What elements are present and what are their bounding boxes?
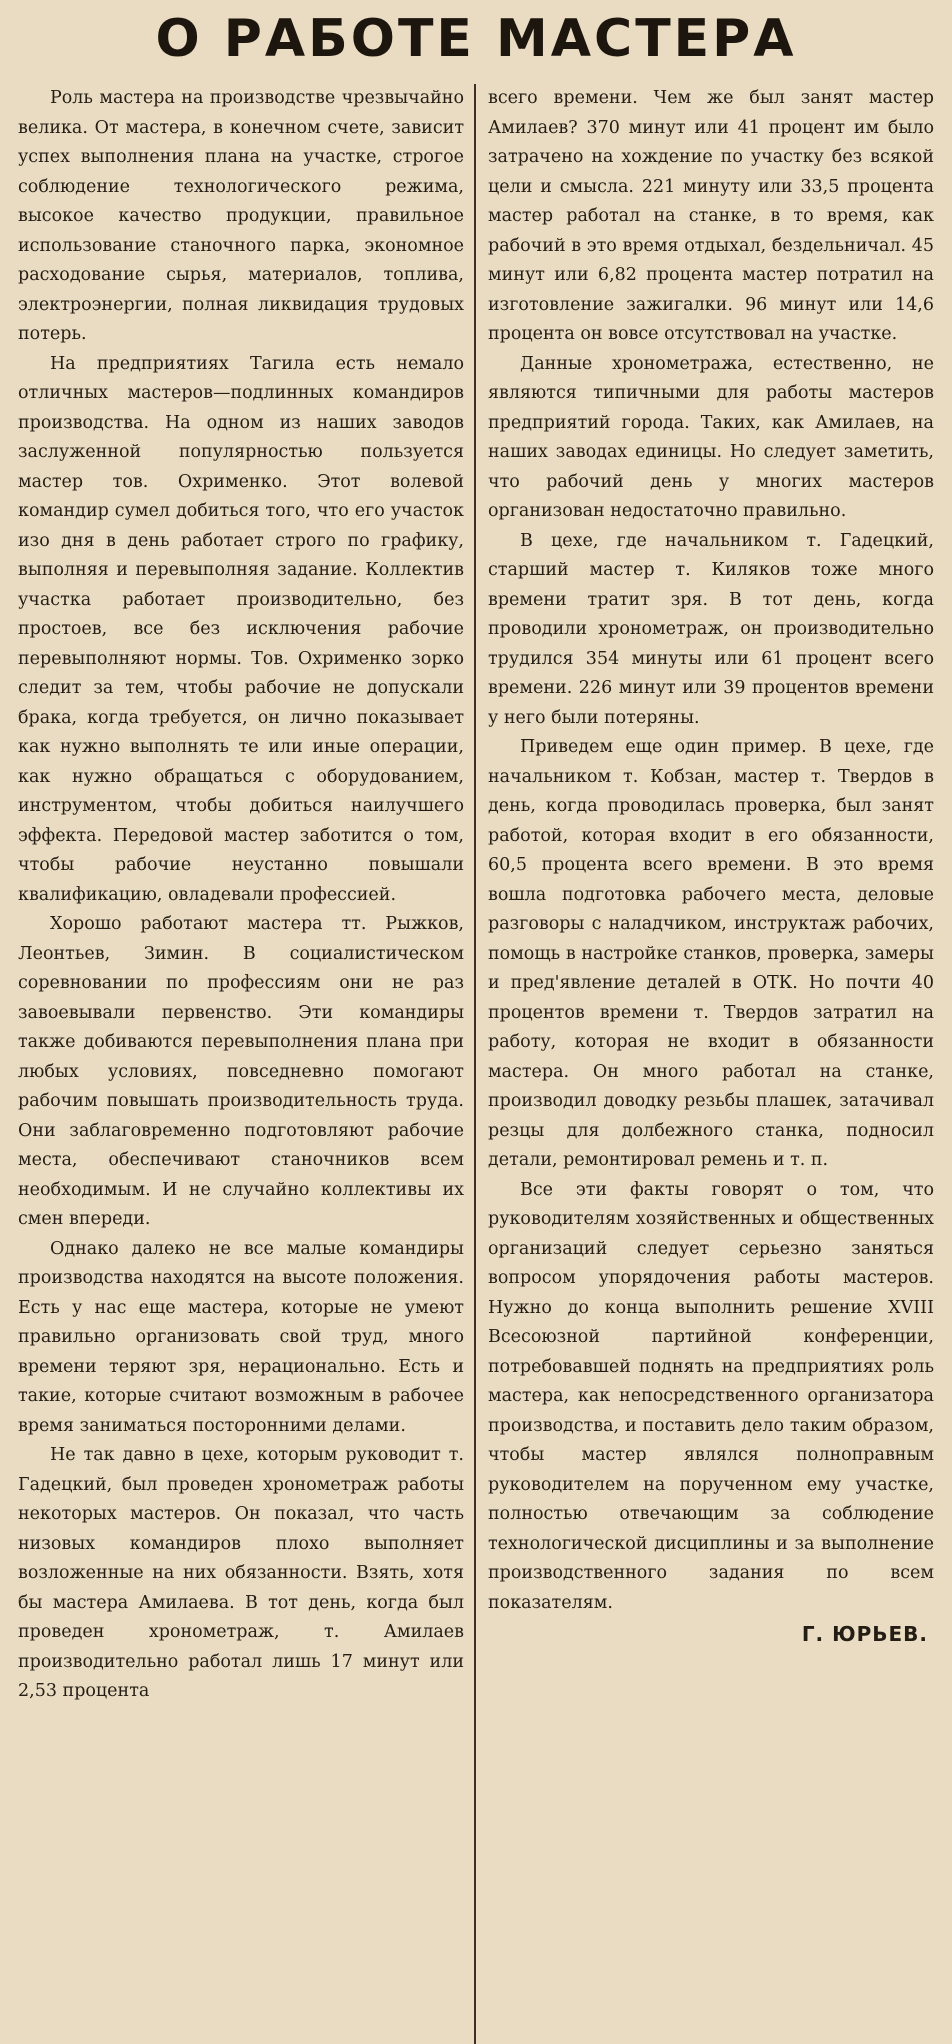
article-body bbox=[14, 84, 938, 2044]
paragraph: Все эти факты говорят о том, что руководителям хозяйственных и общественных организаций следует серьезно заняться вопросом упорядочения работы мастеров. Нужно до конца выполнить решение XVIII Всесоюзной партийной конференции, потребовавшей поднять на предприятиях роль мастера, как непосредственного организатора производства, и поставить дело таким образом, чтобы мастер являлся полноправным руководителем на порученном ему участке, полностью отвечающим за соблюдение технологической дисциплины и за выполнение производственного задания по всем показателям. bbox=[488, 1179, 934, 1613]
paragraph-continued: всего времени. Чем же был занят мастер Амилаев? 370 минут или 41 процент им было затрачено на хождение по участку без всякой цели и смысла. 221 минуту или 33,5 процента мастер работал на станке, в то время, как рабочий в это время отдыхал, бездельничал. 45 минут или 6,82 процента мастер потратил на изготовление зажигалки. 96 минут или 14,6 процента он вовсе отсутствовал на участке. bbox=[488, 88, 934, 344]
paragraph: Роль мастера на производстве чрезвычайно велика. От мастера, в конечном счете, зависит успех выполнения плана на участке, строгое соблюдение технологического режима, высокое качество продукции, правильное использование станочного парка, экономное расходование сырья, материалов, топлива, электроэнергии, полная ликвидация трудовых потерь. bbox=[18, 88, 464, 344]
article-column-left bbox=[14, 84, 474, 2044]
paragraph: Хорошо работают мастера тт. Рыжков, Леонтьев, Зимин. В социалистическом соревновании по профессиям они не раз завоевывали первенство. Эти командиры также добиваются перевыполнения плана при любых условиях, повседневно помогают рабочим повышать производительность труда. Они заблаговременно подготовляют рабочие места, обеспечивают станочников всем необходимым. И не случайно коллективы их смен впереди. bbox=[18, 914, 464, 1229]
paragraph: В цехе, где начальником т. Гадецкий, старший мастер т. Киляков тоже много времени тратит зря. В тот день, когда проводили хронометраж, он производительно трудился 354 минуты или 61 процент всего времени. 226 минут или 39 процентов времени у него были потеряны. bbox=[488, 530, 934, 728]
article-column-right bbox=[474, 84, 938, 2044]
paragraph: Данные хронометража, естественно, не являются типичными для работы мастеров предприятий города. Таких, как Амилаев, на наших заводах единицы. Но следует заметить, что рабочий день у многих мастеров организован недостаточно правильно. bbox=[488, 353, 934, 521]
paragraph: На предприятиях Тагила есть немало отличных мастеров—подлинных командиров производства. На одном из наших заводов заслуженной популярностью пользуется мастер тов. Охрименко. Этот волевой командир сумел добиться того, что его участок изо дня в день работает строго по графику, выполняя и перевыполняя задание. Коллектив участка работает производительно, без простоев, все без исключения рабочие перевыполняют нормы. Тов. Охрименко зорко следит за тем, чтобы рабочие не допускали брака, когда требуется, он лично показывает как нужно выполнять те или иные операции, как нужно обращаться с оборудованием, инструментом, чтобы добиться наилучшего эффекта. Передовой мастер заботится о том, чтобы рабочие неустанно повышали квалификацию, овладевали профессией. bbox=[18, 353, 464, 905]
paragraph: Не так давно в цехе, которым руководит т. Гадецкий, был проведен хронометраж работы некоторых мастеров. Он показал, что часть низовых командиров плохо выполняет возложенные на них обязанности. Взять, хотя бы мастера Амилаева. В тот день, когда был проведен хронометраж, т. Амилаев производительно работал лишь 17 минут или 2,53 процента bbox=[18, 1445, 464, 1701]
author-signature: Г. ЮРЬЕВ. bbox=[801, 1622, 928, 1646]
article-title: О РАБОТЕ МАСТЕРА bbox=[155, 9, 797, 69]
paragraph: Однако далеко не все малые командиры производства находятся на высоте положения. Есть у нас еще мастера, которые не умеют правильно организовать свой труд, много времени теряют зря, нерационально. Есть и такие, которые считают возможным в рабочее время заниматься посторонними делами. bbox=[18, 1238, 464, 1436]
paragraph: Приведем еще один пример. В цехе, где начальником т. Кобзан, мастер т. Твердов в день, когда проводилась проверка, был занят работой, которая входит в его обязанности, 60,5 процента всего времени. В это время вошла подготовка рабочего места, деловые разговоры с наладчиком, инструктаж рабочих, помощь в настройке станков, проверка, замеры и пред'явление деталей в ОТК. Но почти 40 процентов времени т. Твердов затратил на работу, которая не входит в обязанности мастера. Он много работал на станке, производил доводку резьбы плашек, затачивал резцы для долбежного станка, подносил детали, ремонтировал ремень и т. п. bbox=[488, 737, 934, 1170]
